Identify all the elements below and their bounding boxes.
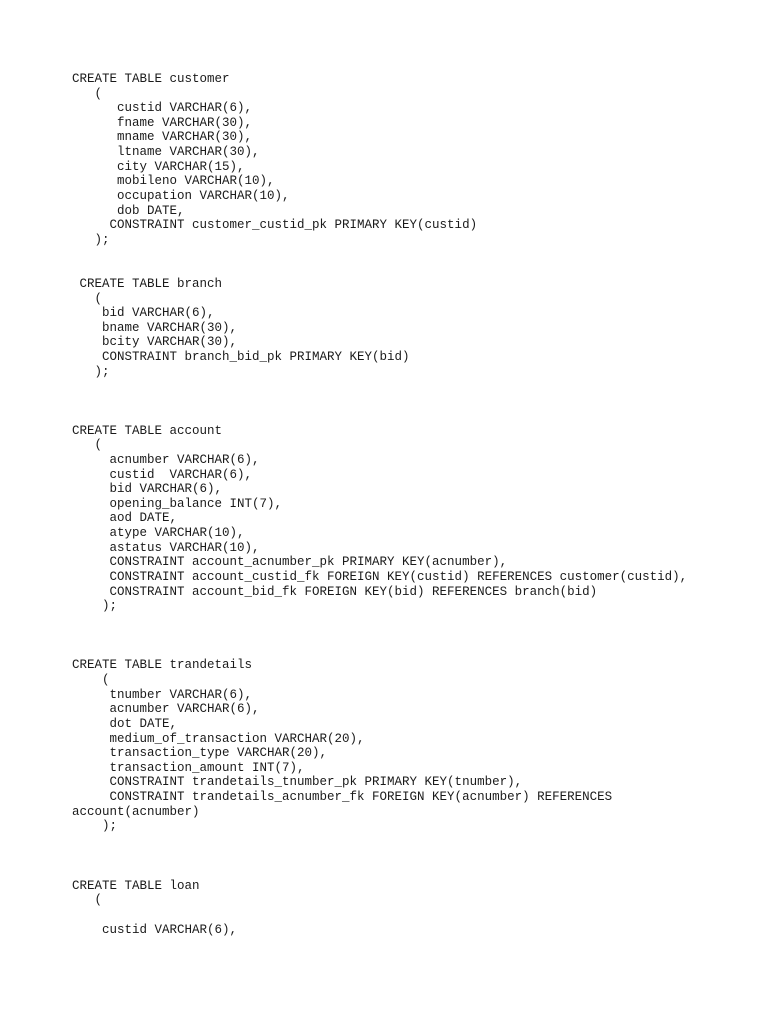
code-line: city VARCHAR(15),: [72, 160, 245, 174]
code-line: );: [72, 819, 118, 833]
code-line: occupation VARCHAR(10),: [72, 189, 290, 203]
code-line: CREATE TABLE branch: [72, 277, 223, 291]
code-line: (: [72, 292, 103, 306]
code-line: acnumber VARCHAR(6),: [72, 702, 260, 716]
code-line: mobileno VARCHAR(10),: [72, 174, 275, 188]
code-line: CONSTRAINT customer_custid_pk PRIMARY KEY(custid): [72, 218, 478, 232]
code-line: );: [72, 365, 110, 379]
code-line: );: [72, 233, 110, 247]
code-line: tnumber VARCHAR(6),: [72, 688, 253, 702]
code-line: mname VARCHAR(30),: [72, 130, 253, 144]
code-line: (: [72, 673, 110, 687]
code-line: custid VARCHAR(6),: [72, 923, 238, 937]
code-line: );: [72, 599, 118, 613]
code-line: acnumber VARCHAR(6),: [72, 453, 260, 467]
code-line: (: [72, 438, 103, 452]
code-line: account(acnumber): [72, 805, 200, 819]
code-line: CONSTRAINT account_acnumber_pk PRIMARY KEY(acnumber),: [72, 555, 508, 569]
code-line: opening_balance INT(7),: [72, 497, 283, 511]
code-line: fname VARCHAR(30),: [72, 116, 253, 130]
code-line: atype VARCHAR(10),: [72, 526, 245, 540]
code-line: ltname VARCHAR(30),: [72, 145, 260, 159]
code-line: transaction_type VARCHAR(20),: [72, 746, 328, 760]
code-line: dot DATE,: [72, 717, 178, 731]
code-line: custid VARCHAR(6),: [72, 101, 253, 115]
code-line: bid VARCHAR(6),: [72, 482, 223, 496]
code-line: CONSTRAINT account_bid_fk FOREIGN KEY(bid) REFERENCES branch(bid): [72, 585, 598, 599]
code-line: CONSTRAINT account_custid_fk FOREIGN KEY(custid) REFERENCES customer(custid),: [72, 570, 688, 584]
code-line: bcity VARCHAR(30),: [72, 335, 238, 349]
code-line: CREATE TABLE customer: [72, 72, 230, 86]
code-line: CONSTRAINT trandetails_acnumber_fk FOREIGN KEY(acnumber) REFERENCES: [72, 790, 613, 804]
code-line: (: [72, 87, 103, 101]
code-line: CONSTRAINT trandetails_tnumber_pk PRIMARY KEY(tnumber),: [72, 775, 523, 789]
code-line: bname VARCHAR(30),: [72, 321, 238, 335]
code-line: CREATE TABLE account: [72, 424, 223, 438]
code-line: astatus VARCHAR(10),: [72, 541, 260, 555]
code-line: dob DATE,: [72, 204, 185, 218]
code-line: CREATE TABLE loan: [72, 879, 200, 893]
code-line: CREATE TABLE trandetails: [72, 658, 253, 672]
code-line: CONSTRAINT branch_bid_pk PRIMARY KEY(bid): [72, 350, 410, 364]
code-line: bid VARCHAR(6),: [72, 306, 215, 320]
code-line: transaction_amount INT(7),: [72, 761, 305, 775]
code-line: (: [72, 893, 103, 907]
code-line: aod DATE,: [72, 511, 178, 525]
code-line: custid VARCHAR(6),: [72, 468, 253, 482]
code-line: medium_of_transaction VARCHAR(20),: [72, 732, 365, 746]
